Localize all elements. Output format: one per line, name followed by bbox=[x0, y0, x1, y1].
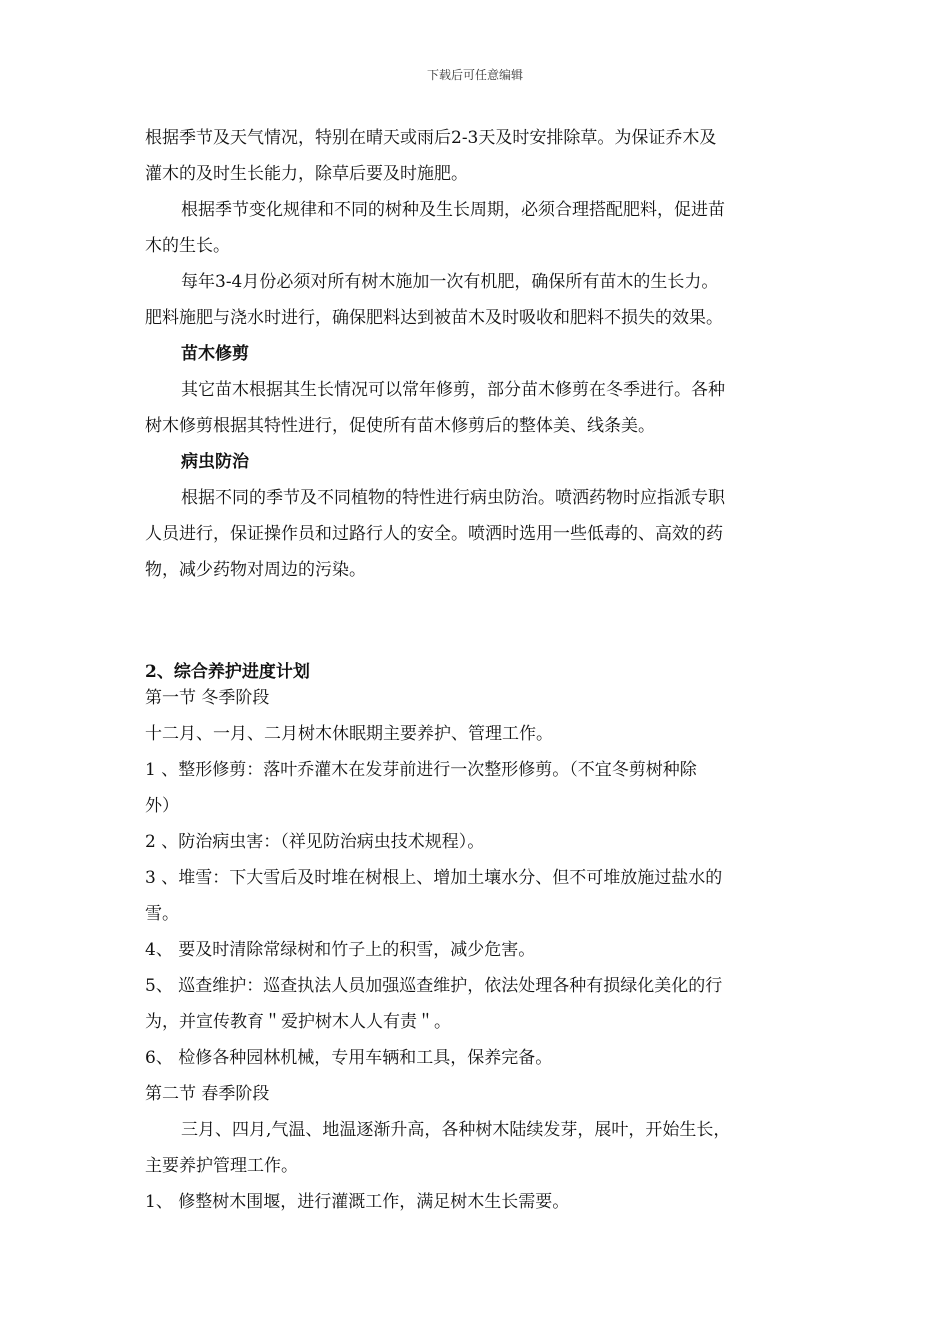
paragraph-line: 1、 修整树木围堰，进行灌溉工作，满足树木生长需要。 bbox=[145, 1192, 570, 1212]
section-maintenance-schedule bbox=[145, 680, 815, 1220]
subheading: 苗木修剪 bbox=[181, 344, 249, 364]
subheading: 病虫防治 bbox=[181, 452, 249, 472]
paragraph-line: 第一节 冬季阶段 bbox=[145, 688, 270, 708]
paragraph-line: 肥料施肥与浇水时进行，确保肥料达到被苗木及时吸收和肥料不损失的效果。 bbox=[145, 308, 723, 328]
paragraph-line: 外） bbox=[145, 796, 179, 816]
section-fertilizing-pruning-pest bbox=[145, 120, 815, 588]
paragraph-line: 十二月、一月、二月树木休眠期主要养护、管理工作。 bbox=[145, 724, 553, 744]
paragraph-line: 4、 要及时清除常绿树和竹子上的积雪，减少危害。 bbox=[145, 940, 536, 960]
paragraph-line: 第二节 春季阶段 bbox=[145, 1084, 270, 1104]
paragraph-line: 根据季节变化规律和不同的树种及生长周期，必须合理搭配肥料，促进苗 bbox=[181, 200, 725, 220]
paragraph-line: 2 、防治病虫害：（祥见防治病虫技术规程）。 bbox=[145, 832, 485, 852]
paragraph-line: 主要养护管理工作。 bbox=[145, 1156, 298, 1176]
paragraph-line: 木的生长。 bbox=[145, 236, 230, 256]
paragraph-line: 树木修剪根据其特性进行，促使所有苗木修剪后的整体美、线条美。 bbox=[145, 416, 655, 436]
paragraph-line: 为，并宣传教育＂爱护树木人人有责＂。 bbox=[145, 1012, 451, 1032]
paragraph-line: 雪。 bbox=[145, 904, 179, 924]
paragraph-line: 三月、四月,气温、地温逐渐升高，各种树木陆续发芽，展叶，开始生长， bbox=[181, 1120, 731, 1140]
paragraph-line: 灌木的及时生长能力，除草后要及时施肥。 bbox=[145, 164, 468, 184]
page-header: 下载后可任意编辑 bbox=[426, 68, 523, 82]
section-title-maintenance-schedule: 2、综合养护进度计划 bbox=[145, 662, 310, 682]
paragraph-line: 5、 巡查维护：巡查执法人员加强巡查维护，依法处理各种有损绿化美化的行 bbox=[145, 976, 723, 996]
paragraph-line: 物，减少药物对周边的污染。 bbox=[145, 560, 366, 580]
paragraph-line: 3 、堆雪：下大雪后及时堆在树根上、增加土壤水分、但不可堆放施过盐水的 bbox=[145, 868, 723, 888]
paragraph-line: 人员进行，保证操作员和过路行人的安全。喷洒时选用一些低毒的、高效的药 bbox=[145, 524, 723, 544]
paragraph-line: 1 、整形修剪：落叶乔灌木在发芽前进行一次整形修剪。（不宜冬剪树种除 bbox=[145, 760, 697, 780]
paragraph-line: 6、 检修各种园林机械，专用车辆和工具，保养完备。 bbox=[145, 1048, 553, 1068]
paragraph-line: 根据不同的季节及不同植物的特性进行病虫防治。喷洒药物时应指派专职 bbox=[181, 488, 725, 508]
paragraph-line: 每年3-4月份必须对所有树木施加一次有机肥，确保所有苗木的生长力。 bbox=[181, 272, 719, 292]
paragraph-line: 其它苗木根据其生长情况可以常年修剪，部分苗木修剪在冬季进行。各种 bbox=[181, 380, 725, 400]
paragraph-line: 根据季节及天气情况，特别在晴天或雨后2-3天及时安排除草。为保证乔木及 bbox=[145, 128, 717, 148]
